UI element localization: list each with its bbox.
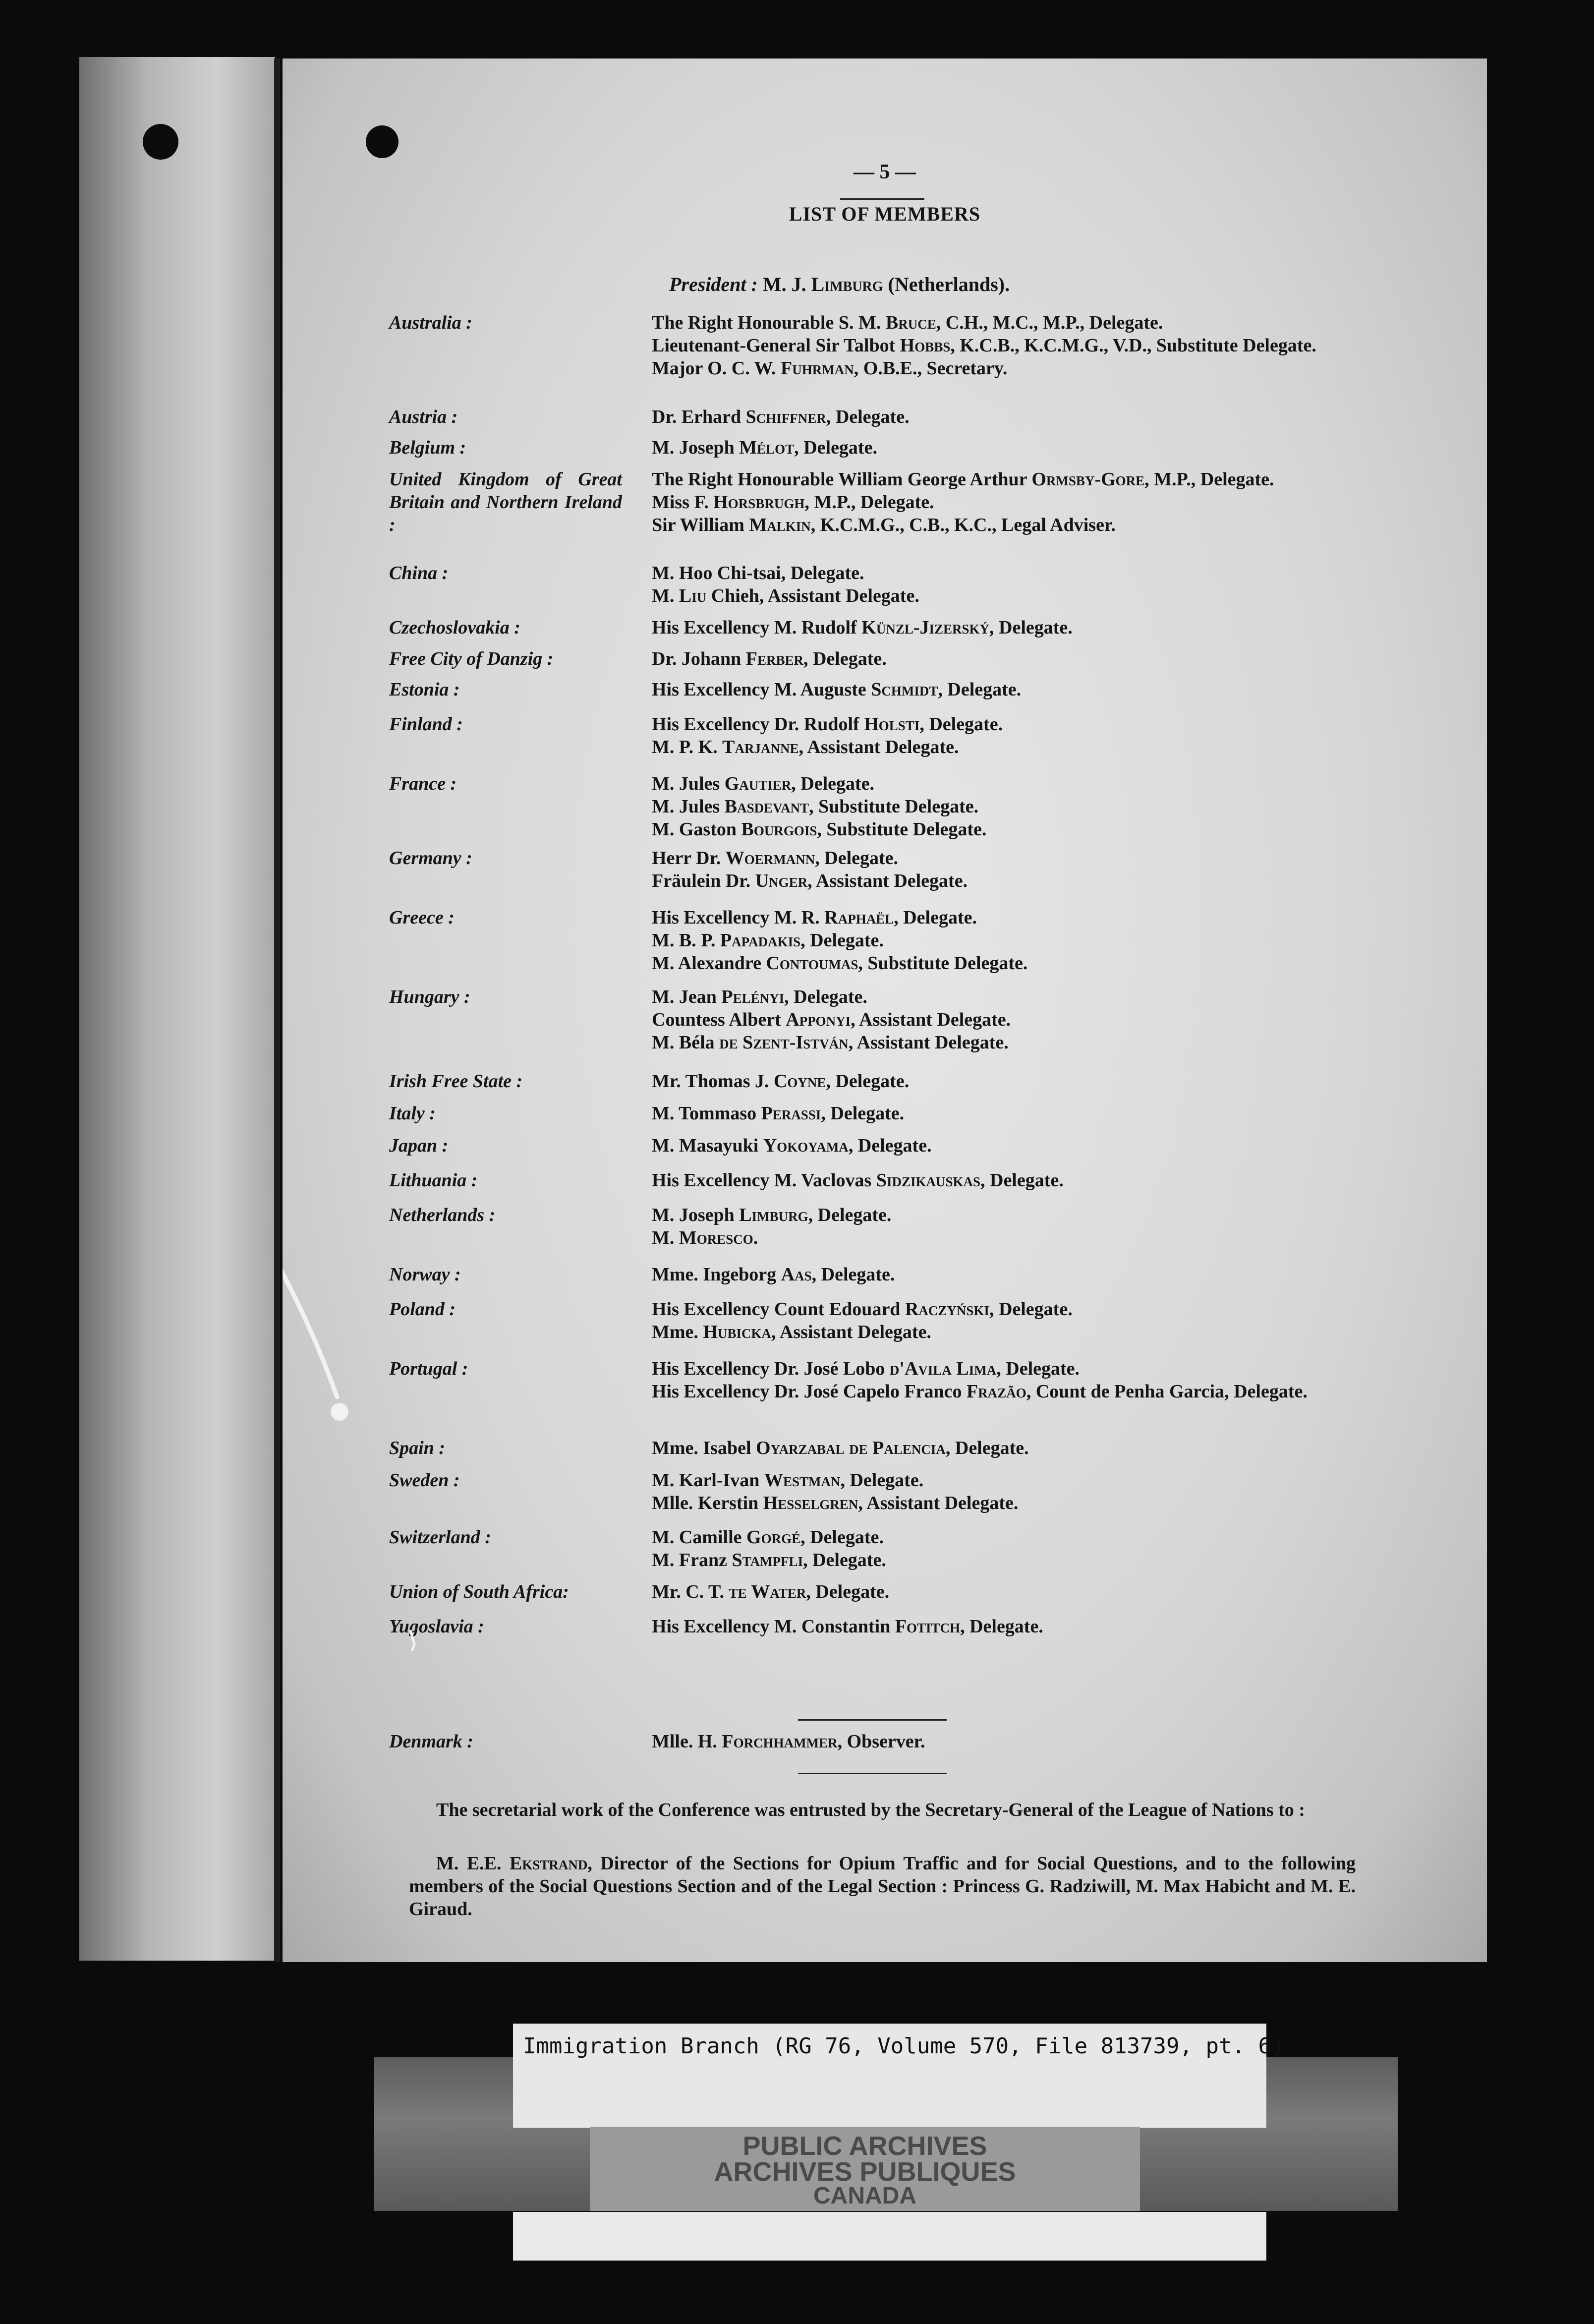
delegate-entry: M. Camille Gorgé, Delegate. xyxy=(652,1527,884,1548)
delegate-entry: Mme. Hubicka, Assistant Delegate. xyxy=(652,1322,931,1342)
country-name: Belgium : xyxy=(389,437,466,458)
page-title: LIST OF MEMBERS xyxy=(789,203,981,225)
country-name: Lithuania : xyxy=(389,1170,478,1191)
country-name: Sweden : xyxy=(389,1470,460,1491)
delegate-entry: Lieutenant-General Sir Talbot Hobbs, K.C.B., K.C.M.G., V.D., Substitute Delegate. xyxy=(652,335,1316,356)
country-name: Finland : xyxy=(389,714,463,735)
country-name: Norway : xyxy=(389,1264,461,1285)
country-name: Portugal : xyxy=(389,1358,468,1379)
country-name: Free City of Danzig : xyxy=(389,648,554,669)
country-name: Germany : xyxy=(389,848,472,869)
archive-label-strip xyxy=(513,2212,1266,2261)
delegate-entry: Mlle. Kerstin Hesselgren, Assistant Delegate. xyxy=(652,1493,1019,1513)
president-country: (Netherlands). xyxy=(888,273,1010,295)
delegate-entry: M. Karl-Ivan Westman, Delegate. xyxy=(652,1470,924,1491)
archive-reference-label xyxy=(513,2024,1285,2128)
country-name: Japan : xyxy=(389,1135,449,1156)
country-name: France : xyxy=(389,773,457,794)
delegate-entry: Miss F. Horsbrugh, M.P., Delegate. xyxy=(652,492,934,513)
delegate-entry: Mr. Thomas J. Coyne, Delegate. xyxy=(652,1071,910,1092)
delegate-entry: Sir William Malkin, K.C.M.G., C.B., K.C., Legal Adviser. xyxy=(652,515,1116,535)
delegate-entry: M. Hoo Chi-tsai, Delegate. xyxy=(652,563,864,583)
delegate-entry: The Right Honourable William George Arthur Ormsby-Gore, M.P., Delegate. xyxy=(652,469,1274,490)
delegate-entry: M. Béla de Szent-István, Assistant Delegate. xyxy=(652,1032,1009,1053)
delegate-entry: M. P. K. Tarjanne, Assistant Delegate. xyxy=(652,737,959,757)
delegate-entry: His Excellency M. Auguste Schmidt, Delegate. xyxy=(652,679,1022,700)
delegate-entry: His Excellency Dr. Rudolf Holsti, Delegate. xyxy=(652,714,1003,735)
punch-hole-left xyxy=(143,124,178,160)
delegate-entry: M. Jean Pelényi, Delegate. xyxy=(652,987,867,1007)
page-number: — 5 — xyxy=(854,161,916,183)
adjacent-page-spine xyxy=(79,57,275,1961)
delegate-entry: Countess Albert Apponyi, Assistant Delegate. xyxy=(652,1009,1011,1030)
observer-entry: Mlle. H. Forchhammer, Observer. xyxy=(652,1731,925,1752)
delegate-entry: His Excellency Count Edouard Raczyński, Delegate. xyxy=(652,1299,1073,1320)
delegate-entry: His Excellency M. Constantin Fotitch, Delegate. xyxy=(652,1616,1043,1637)
delegate-entry: M. B. P. Papadakis, Delegate. xyxy=(652,930,884,951)
secretariat-paragraph-1: The secretarial work of the Conference was entrusted by the Secretary-General of the League of Nations to : xyxy=(436,1800,1305,1820)
country-name: China : xyxy=(389,563,449,583)
binding-edge xyxy=(274,58,280,1962)
delegate-entry: Dr. Johann Ferber, Delegate. xyxy=(652,648,887,669)
delegate-entry: Mme. Ingeborg Aas, Delegate. xyxy=(652,1264,895,1285)
white-scratch-mark xyxy=(283,58,1487,1962)
document-page xyxy=(283,58,1487,1962)
delegate-entry: M. Masayuki Yokoyama, Delegate. xyxy=(652,1135,932,1156)
president-label: President : xyxy=(669,273,758,295)
delegate-entry: M. Gaston Bourgois, Substitute Delegate. xyxy=(652,819,987,840)
country-name: Yugoslavia : xyxy=(389,1616,484,1637)
delegate-entry: M. Joseph Mélot, Delegate. xyxy=(652,437,877,458)
delegate-entry: His Excellency M. R. Raphaël, Delegate. xyxy=(652,907,977,928)
country-name: Spain : xyxy=(389,1438,445,1458)
delegate-entry: Fräulein Dr. Unger, Assistant Delegate. xyxy=(652,871,968,891)
country-name: Poland : xyxy=(389,1299,456,1320)
delegate-entry: Mr. C. T. te Water, Delegate. xyxy=(652,1581,890,1602)
president-surname: Limburg xyxy=(811,273,883,295)
delegate-entry: His Excellency Dr. José Capelo Franco Frazão, Count de Penha Garcia, Delegate. xyxy=(652,1381,1308,1402)
president-name-prefix: M. J. xyxy=(762,273,806,295)
delegate-entry: M. Moresco. xyxy=(652,1227,758,1248)
delegate-entry: M. Liu Chieh, Assistant Delegate. xyxy=(652,585,919,606)
country-name: Union of South Africa: xyxy=(389,1581,569,1602)
delegate-entry: Mme. Isabel Oyarzabal de Palencia, Delegate. xyxy=(652,1438,1029,1458)
country-name: Irish Free State : xyxy=(389,1071,523,1092)
country-name: United Kingdom of Great Britain and Northern Ireland : xyxy=(389,469,622,535)
delegate-entry: The Right Honourable S. M. Bruce, C.H., M.C., M.P., Delegate. xyxy=(652,312,1163,333)
delegate-entry: M. Jules Basdevant, Substitute Delegate. xyxy=(652,796,979,817)
country-name: Switzerland : xyxy=(389,1527,491,1548)
delegate-entry: M. Tommaso Perassi, Delegate. xyxy=(652,1103,905,1124)
country-name: Estonia : xyxy=(389,679,460,700)
delegate-entry: M. Franz Stampfli, Delegate. xyxy=(652,1550,886,1570)
observer-country: Denmark : xyxy=(389,1731,473,1752)
country-name: Greece : xyxy=(389,907,455,928)
country-name: Austria : xyxy=(389,407,458,427)
country-name: Italy : xyxy=(389,1103,436,1124)
delegate-entry: Dr. Erhard Schiffner, Delegate. xyxy=(652,407,910,427)
delegate-entry: Major O. C. W. Fuhrman, O.B.E., Secretary. xyxy=(652,358,1008,379)
delegate-entry: His Excellency M. Vaclovas Sidzikauskas, Delegate. xyxy=(652,1170,1064,1191)
country-name: Netherlands : xyxy=(389,1205,496,1225)
country-name: Hungary : xyxy=(389,987,470,1007)
country-name: Australia : xyxy=(389,312,472,333)
delegate-entry: M. Alexandre Contoumas, Substitute Delegate. xyxy=(652,953,1028,974)
archive-reference-text: Immigration Branch (RG 76, Volume 570, File 813739, pt. 6) xyxy=(523,2034,1285,2059)
delegate-entry: Herr Dr. Woermann, Delegate. xyxy=(652,848,899,869)
delegate-entry: M. Jules Gautier, Delegate. xyxy=(652,773,875,794)
archives-stamp: PUBLIC ARCHIVES ARCHIVES PUBLIQUES CANADA xyxy=(590,2127,1140,2211)
delegate-entry: M. Joseph Limburg, Delegate. xyxy=(652,1205,892,1225)
country-name: Czechoslovakia : xyxy=(389,617,520,638)
delegate-entry: His Excellency Dr. José Lobo d'Avila Lima, Delegate. xyxy=(652,1358,1080,1379)
delegate-entry: His Excellency M. Rudolf Künzl-Jizerský, Delegate. xyxy=(652,617,1073,638)
secretariat-paragraph-2: M. E.E. Ekstrand, Director of the Sections for Opium Traffic and for Social Questions, and to the following members of the Social Questions Section and of the Legal Section : Princess G. Radziwill, M. Max Habicht and M. E. Giraud. xyxy=(409,1853,1356,1919)
